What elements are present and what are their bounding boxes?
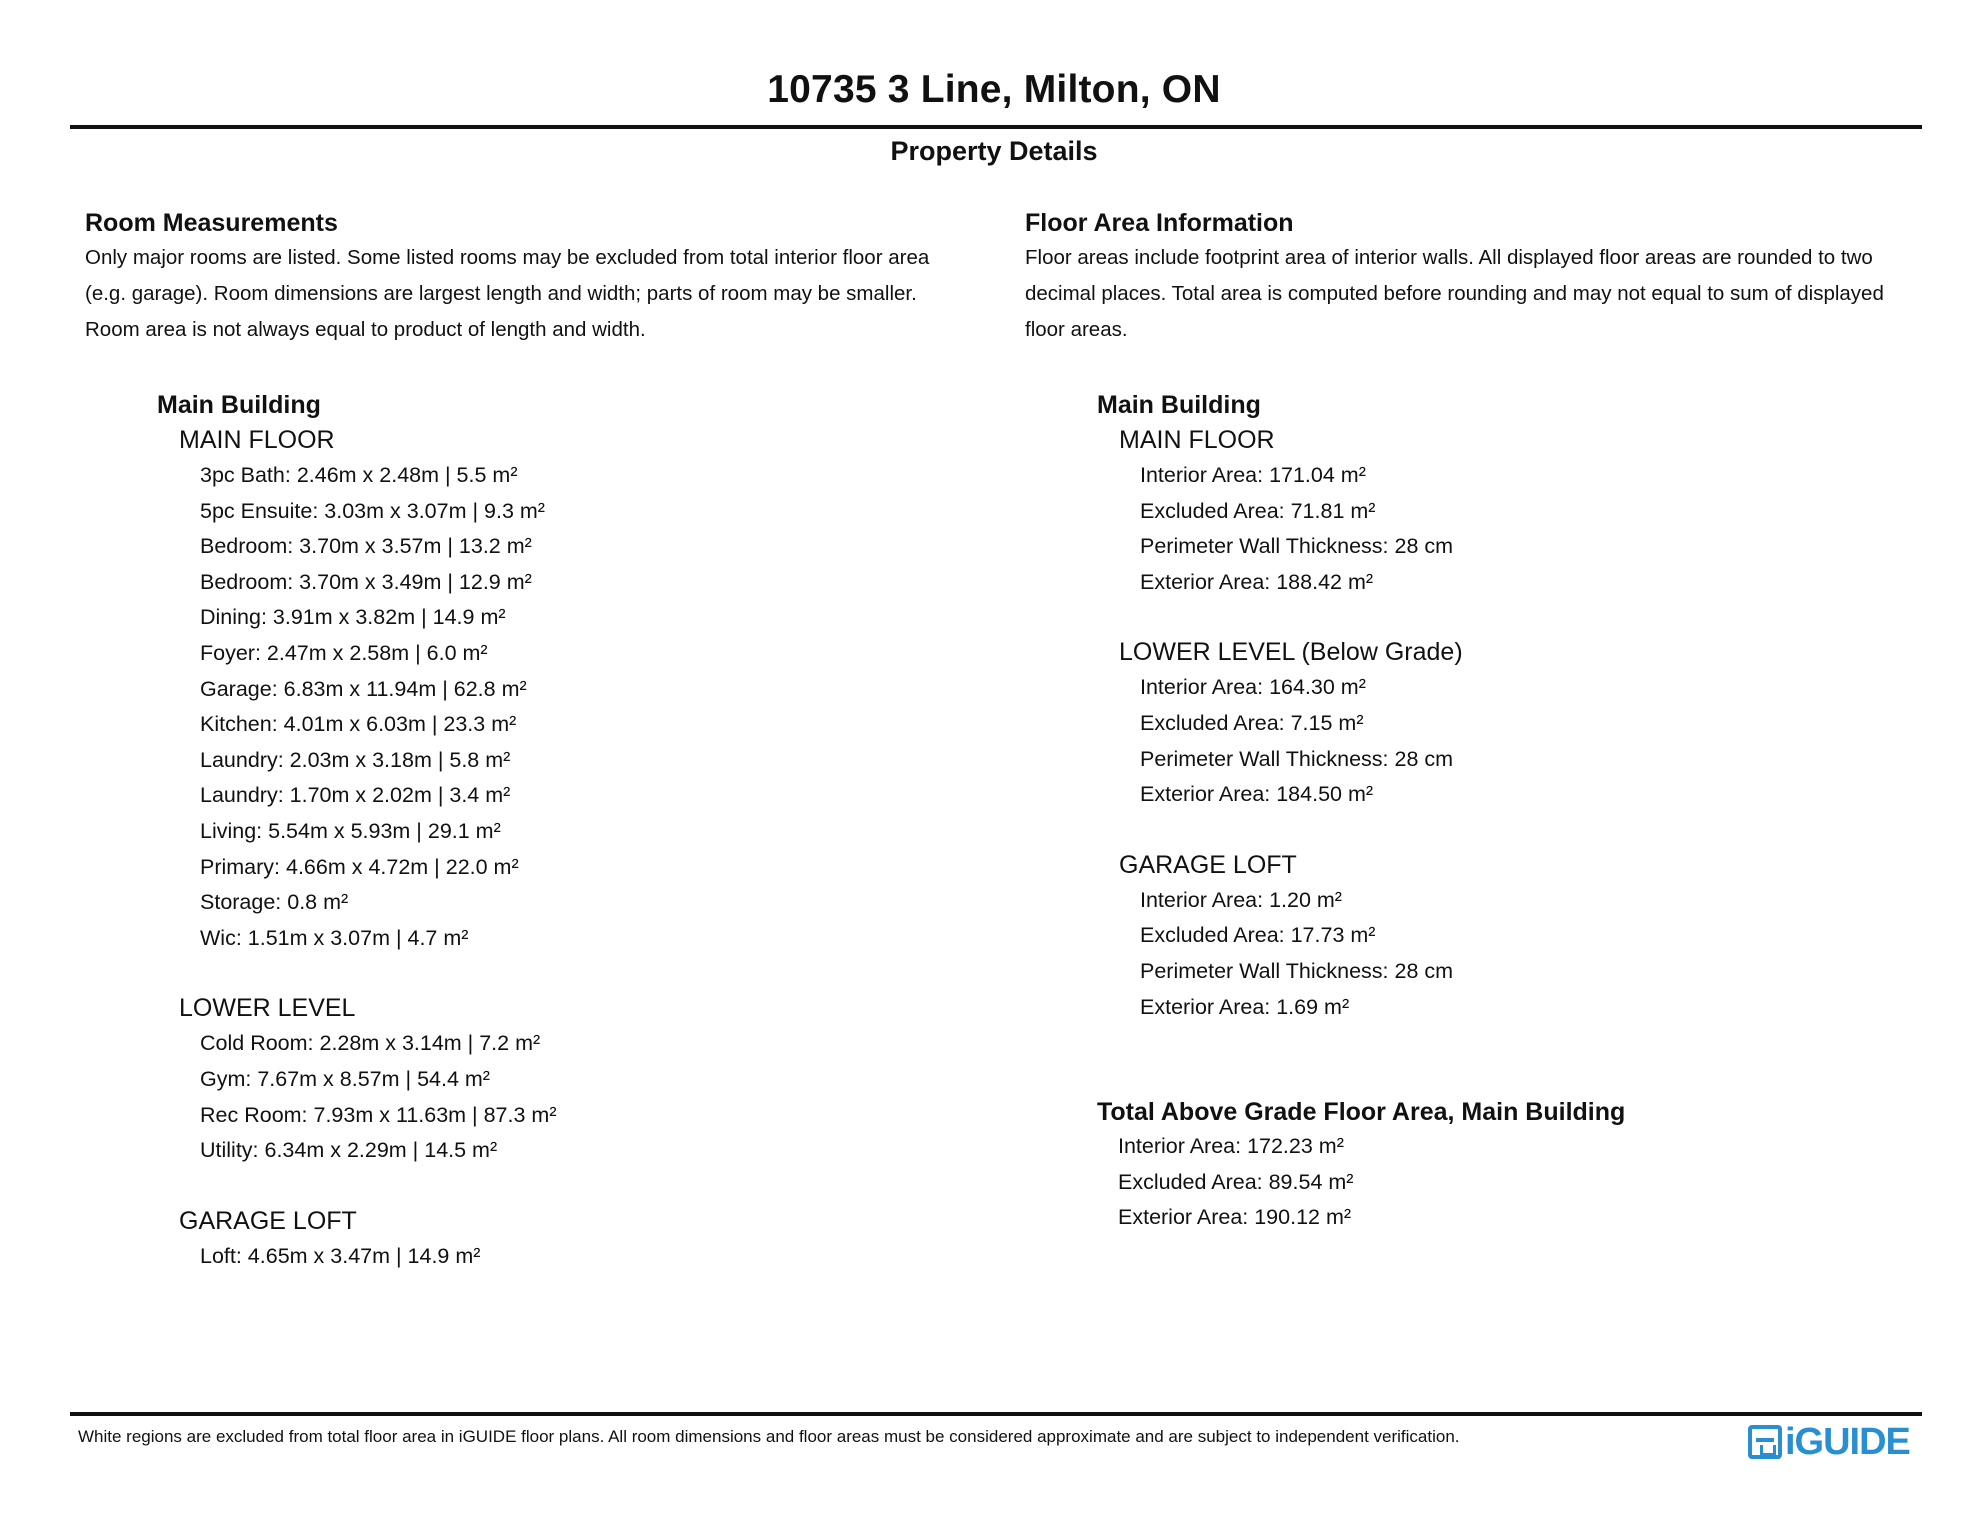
floor-main [179, 422, 985, 956]
area-item: Interior Area: 171.04 m² [1140, 463, 1366, 487]
description-line: Only major rooms are listed. Some listed rooms may be excluded from total interior floor area [85, 246, 930, 269]
area-list [1140, 670, 1945, 812]
floor-name: LOWER LEVEL (Below Grade) [1119, 638, 1463, 667]
area-floor-main [1119, 422, 1945, 600]
total-area-block [1097, 1095, 1945, 1236]
total-area-item: Interior Area: 172.23 m² [1118, 1134, 1344, 1159]
area-item: Excluded Area: 7.15 m² [1140, 710, 1364, 735]
floor-area-heading: Floor Area Information [1025, 209, 1294, 237]
building-title: Main Building [1097, 391, 1261, 419]
area-item: Interior Area: 1.20 m² [1140, 887, 1342, 912]
area-item: Exterior Area: 1.69 m² [1140, 994, 1350, 1019]
area-item: Perimeter Wall Thickness: 28 cm [1140, 958, 1454, 983]
iguide-logo [1748, 1420, 1910, 1464]
room-item: Garage: 6.83m x 11.94m | 62.8 m² [200, 676, 527, 701]
description-line: (e.g. garage). Room dimensions are largest length and width; parts of room may be smaller. [85, 282, 917, 305]
floor-name: MAIN FLOOR [179, 426, 335, 454]
room-item: Primary: 4.66m x 4.72m | 22.0 m² [200, 854, 519, 879]
footer-note: White regions are excluded from total floor area in iGUIDE floor plans. All room dimensions and floor areas must be considered approximate and are subject to independent verification. [78, 1427, 1460, 1446]
page-subtitle: Property Details [890, 136, 1098, 166]
room-item: Living: 5.54m x 5.93m | 29.1 m² [200, 818, 501, 843]
area-item: Perimeter Wall Thickness: 28 cm [1140, 534, 1454, 559]
room-item: Dining: 3.91m x 3.82m | 14.9 m² [200, 605, 506, 630]
room-list [200, 1239, 985, 1275]
area-floor-garage-loft [1119, 847, 1945, 1025]
room-item: Bedroom: 3.70m x 3.49m | 12.9 m² [200, 569, 532, 594]
header-divider [70, 125, 1922, 129]
room-list [200, 458, 985, 956]
floor-garage-loft [179, 1203, 985, 1275]
area-item: Excluded Area: 71.81 m² [1140, 498, 1376, 523]
floor-name: LOWER LEVEL [179, 994, 356, 1023]
description-line: Floor areas include footprint area of interior walls. All displayed floor areas are rounded to two [1025, 246, 1873, 269]
room-item: Utility: 6.34m x 2.29m | 14.5 m² [200, 1138, 498, 1163]
description-line: Room area is not always equal to product of length and width. [85, 318, 646, 341]
room-item: Wic: 1.51m x 3.07m | 4.7 m² [200, 925, 469, 950]
description-line: floor areas. [1025, 318, 1128, 341]
room-item: Gym: 7.67m x 8.57m | 54.4 m² [200, 1066, 490, 1091]
room-item: 5pc Ensuite: 3.03m x 3.07m | 9.3 m² [200, 498, 545, 523]
area-item: Exterior Area: 188.42 m² [1140, 569, 1374, 594]
footer-divider [70, 1412, 1922, 1416]
floor-name: MAIN FLOOR [1119, 426, 1275, 454]
room-item: Cold Room: 2.28m x 3.14m | 7.2 m² [200, 1031, 541, 1056]
room-item: Loft: 4.65m x 3.47m | 14.9 m² [200, 1243, 481, 1268]
total-area-list [1118, 1129, 1945, 1236]
iguide-logo-text: iGUIDE [1785, 1421, 1910, 1463]
room-item: Laundry: 2.03m x 3.18m | 5.8 m² [200, 747, 511, 772]
area-item: Perimeter Wall Thickness: 28 cm [1140, 746, 1454, 771]
room-measurements-heading: Room Measurements [85, 209, 338, 237]
room-item: 3pc Bath: 2.46m x 2.48m | 5.5 m² [200, 463, 518, 487]
area-list [1140, 883, 1945, 1025]
area-list [1140, 458, 1945, 600]
area-building-block [1097, 388, 1945, 1025]
page-title: 10735 3 Line, Milton, ON [767, 68, 1221, 111]
total-area-item: Excluded Area: 89.54 m² [1118, 1169, 1354, 1194]
room-item: Rec Room: 7.93m x 11.63m | 87.3 m² [200, 1102, 557, 1127]
floor-area-section [1025, 206, 1945, 1236]
room-item: Storage: 0.8 m² [200, 890, 349, 915]
floor-name: GARAGE LOFT [179, 1206, 357, 1235]
room-item: Kitchen: 4.01m x 6.03m | 23.3 m² [200, 712, 517, 737]
floor-area-description [1025, 240, 1945, 348]
room-measurements-description [85, 240, 985, 348]
room-item: Laundry: 1.70m x 2.02m | 3.4 m² [200, 783, 511, 808]
room-measurements-section [85, 206, 985, 1274]
total-area-item: Exterior Area: 190.12 m² [1118, 1205, 1352, 1230]
floor-lower [179, 990, 985, 1168]
room-list [200, 1026, 985, 1168]
floor-name: GARAGE LOFT [1119, 850, 1297, 879]
room-building-block [157, 388, 985, 1274]
area-item: Exterior Area: 184.50 m² [1140, 782, 1374, 807]
room-item: Bedroom: 3.70m x 3.57m | 13.2 m² [200, 534, 532, 559]
description-line: decimal places. Total area is computed before rounding and may not equal to sum of displayed [1025, 282, 1884, 305]
building-title: Main Building [157, 391, 321, 419]
area-floor-lower [1119, 634, 1945, 812]
total-area-heading: Total Above Grade Floor Area, Main Building [1097, 1098, 1626, 1127]
room-item: Foyer: 2.47m x 2.58m | 6.0 m² [200, 640, 488, 665]
area-item: Excluded Area: 17.73 m² [1140, 923, 1376, 948]
iguide-logo-icon [1748, 1425, 1782, 1459]
area-item: Interior Area: 164.30 m² [1140, 675, 1366, 700]
